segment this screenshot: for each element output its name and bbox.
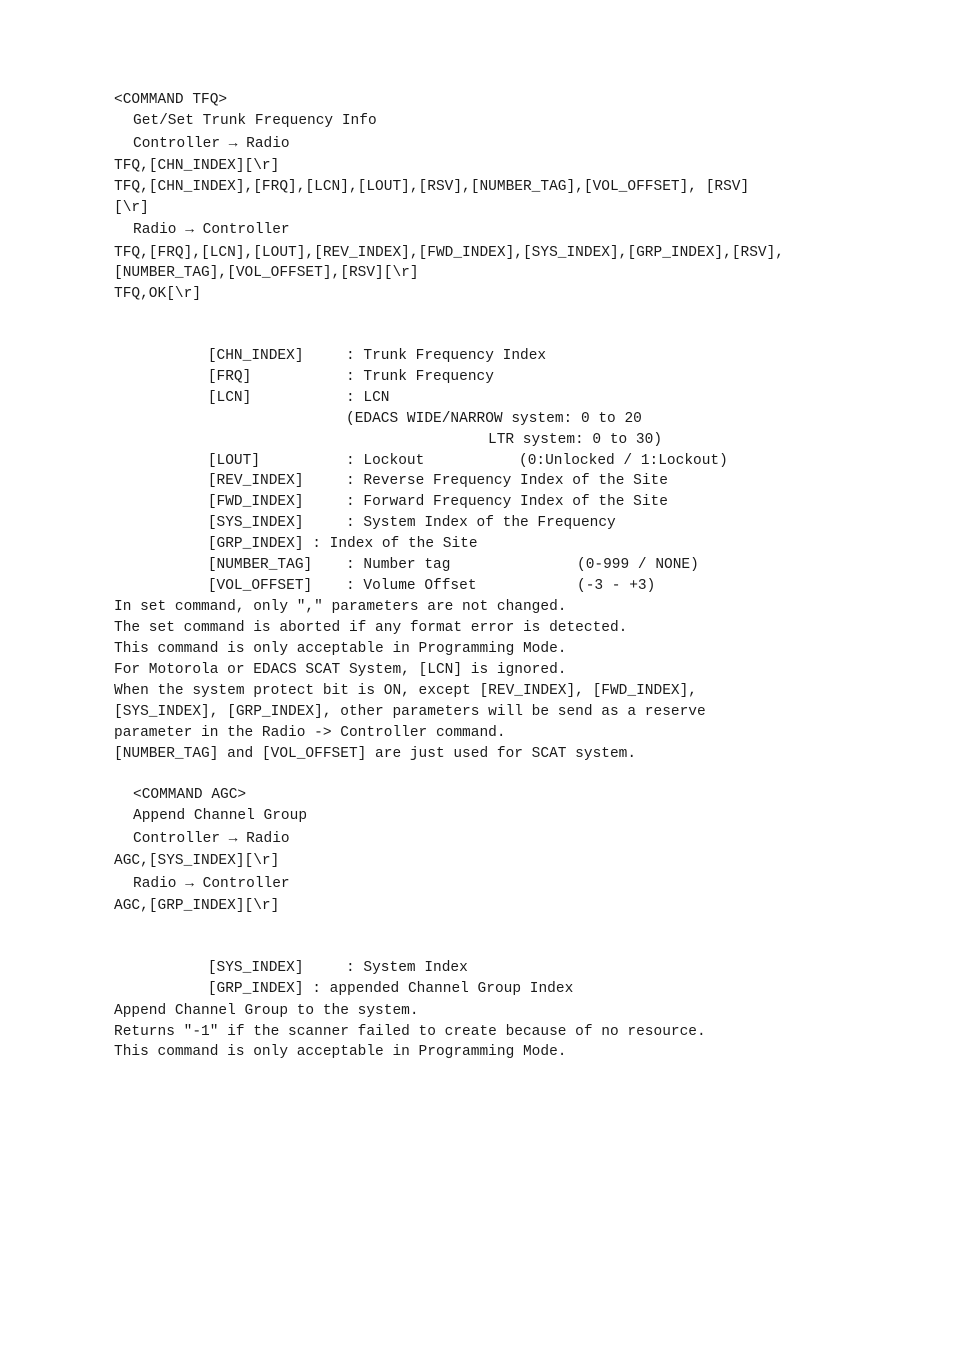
tfq-response-line-2: [NUMBER_TAG],[VOL_OFFSET],[RSV][\r] <box>114 265 419 281</box>
param-desc: : Trunk Frequency <box>346 369 494 385</box>
param-row <box>173 326 547 364</box>
param-desc: : Trunk Frequency Index <box>346 348 547 364</box>
tfq-response-line-1: TFQ,[FRQ],[LCN],[LOUT],[REV_INDEX],[FWD_INDEX],[SYS_INDEX],[GRP_INDEX],[RSV], <box>114 245 785 261</box>
agc-syntax: AGC,[SYS_INDEX][\r] <box>114 853 280 869</box>
tfq-title: Get/Set Trunk Frequency Info <box>133 113 377 129</box>
param-name: [SYS_INDEX] <box>207 515 304 531</box>
agc-command-heading: <COMMAND AGC> <box>133 787 247 803</box>
param-desc: : LCN <box>346 390 390 406</box>
agc-radio-to-controller: Radio → Controller <box>133 876 290 892</box>
tfq-note: The set command is aborted if any format error is detected. <box>114 620 628 636</box>
tfq-response-ok: TFQ,OK[\r] <box>114 286 202 302</box>
param-name: [FWD_INDEX] <box>207 494 304 510</box>
agc-note: Append Channel Group to the system. <box>114 1003 419 1019</box>
param-range: (0:Unlocked / 1:Lockout) <box>519 453 728 469</box>
param-range: (-3 - +3) <box>577 578 656 594</box>
tfq-note: This command is only acceptable in Programming Mode. <box>114 641 567 657</box>
param-name: [LOUT] <box>207 453 261 469</box>
param-row <box>173 514 478 552</box>
param-name: [GRP_INDEX] : appended Channel Group Index <box>207 981 574 997</box>
tfq-set-syntax-line-1: TFQ,[CHN_INDEX],[FRQ],[LCN],[LOUT],[RSV],[NUMBER_TAG],[VOL_OFFSET], [RSV] <box>114 179 750 195</box>
param-row <box>173 938 468 976</box>
param-row <box>173 368 390 406</box>
tfq-note: For Motorola or EDACS SCAT System, [LCN] is ignored. <box>114 662 567 678</box>
agc-response: AGC,[GRP_INDEX][\r] <box>114 898 280 914</box>
param-name: [VOL_OFFSET] <box>207 578 313 594</box>
param-name: [SYS_INDEX] <box>207 960 304 976</box>
param-name: [NUMBER_TAG] <box>207 557 313 573</box>
param-desc: : Lockout <box>346 453 425 469</box>
tfq-note: parameter in the Radio -> Controller command. <box>114 725 506 741</box>
tfq-note: When the system protect bit is ON, except [REV_INDEX], [FWD_INDEX], <box>114 683 697 699</box>
param-name: [GRP_INDEX] : Index of the Site <box>207 536 478 552</box>
param-name: [REV_INDEX] <box>207 473 304 489</box>
param-desc: : Number tag <box>346 557 451 573</box>
agc-controller-to-radio: Controller → Radio <box>133 831 290 847</box>
tfq-radio-to-controller: Radio → Controller <box>133 222 290 238</box>
tfq-note: In set command, only "," parameters are not changed. <box>114 599 567 615</box>
param-name: [CHN_INDEX] <box>207 348 304 364</box>
param-desc: LTR system: 0 to 30) <box>488 432 663 448</box>
param-row <box>173 959 574 997</box>
tfq-note: [NUMBER_TAG] and [VOL_OFFSET] are just used for SCAT system. <box>114 746 637 762</box>
tfq-command-heading: <COMMAND TFQ> <box>114 92 228 108</box>
param-desc: : Reverse Frequency Index of the Site <box>346 473 668 489</box>
param-desc: : Forward Frequency Index of the Site <box>346 494 668 510</box>
tfq-note: [SYS_INDEX], [GRP_INDEX], other parameters will be send as a reserve <box>114 704 706 720</box>
param-name: [FRQ] <box>207 369 252 385</box>
tfq-set-syntax-line-2: [\r] <box>114 200 149 216</box>
param-desc: : System Index of the Frequency <box>346 515 616 531</box>
agc-note: Returns "-1" if the scanner failed to create because of no resource. <box>114 1024 706 1040</box>
agc-title: Append Channel Group <box>133 808 308 824</box>
param-desc: : Volume Offset <box>346 578 477 594</box>
param-range: (0-999 / NONE) <box>577 557 699 573</box>
param-desc: (EDACS WIDE/NARROW system: 0 to 20 <box>346 411 642 427</box>
tfq-get-syntax: TFQ,[CHN_INDEX][\r] <box>114 158 280 174</box>
param-name: [LCN] <box>207 390 252 406</box>
param-desc: : System Index <box>346 960 468 976</box>
tfq-controller-to-radio: Controller → Radio <box>133 136 290 152</box>
agc-note: This command is only acceptable in Programming Mode. <box>114 1044 567 1060</box>
